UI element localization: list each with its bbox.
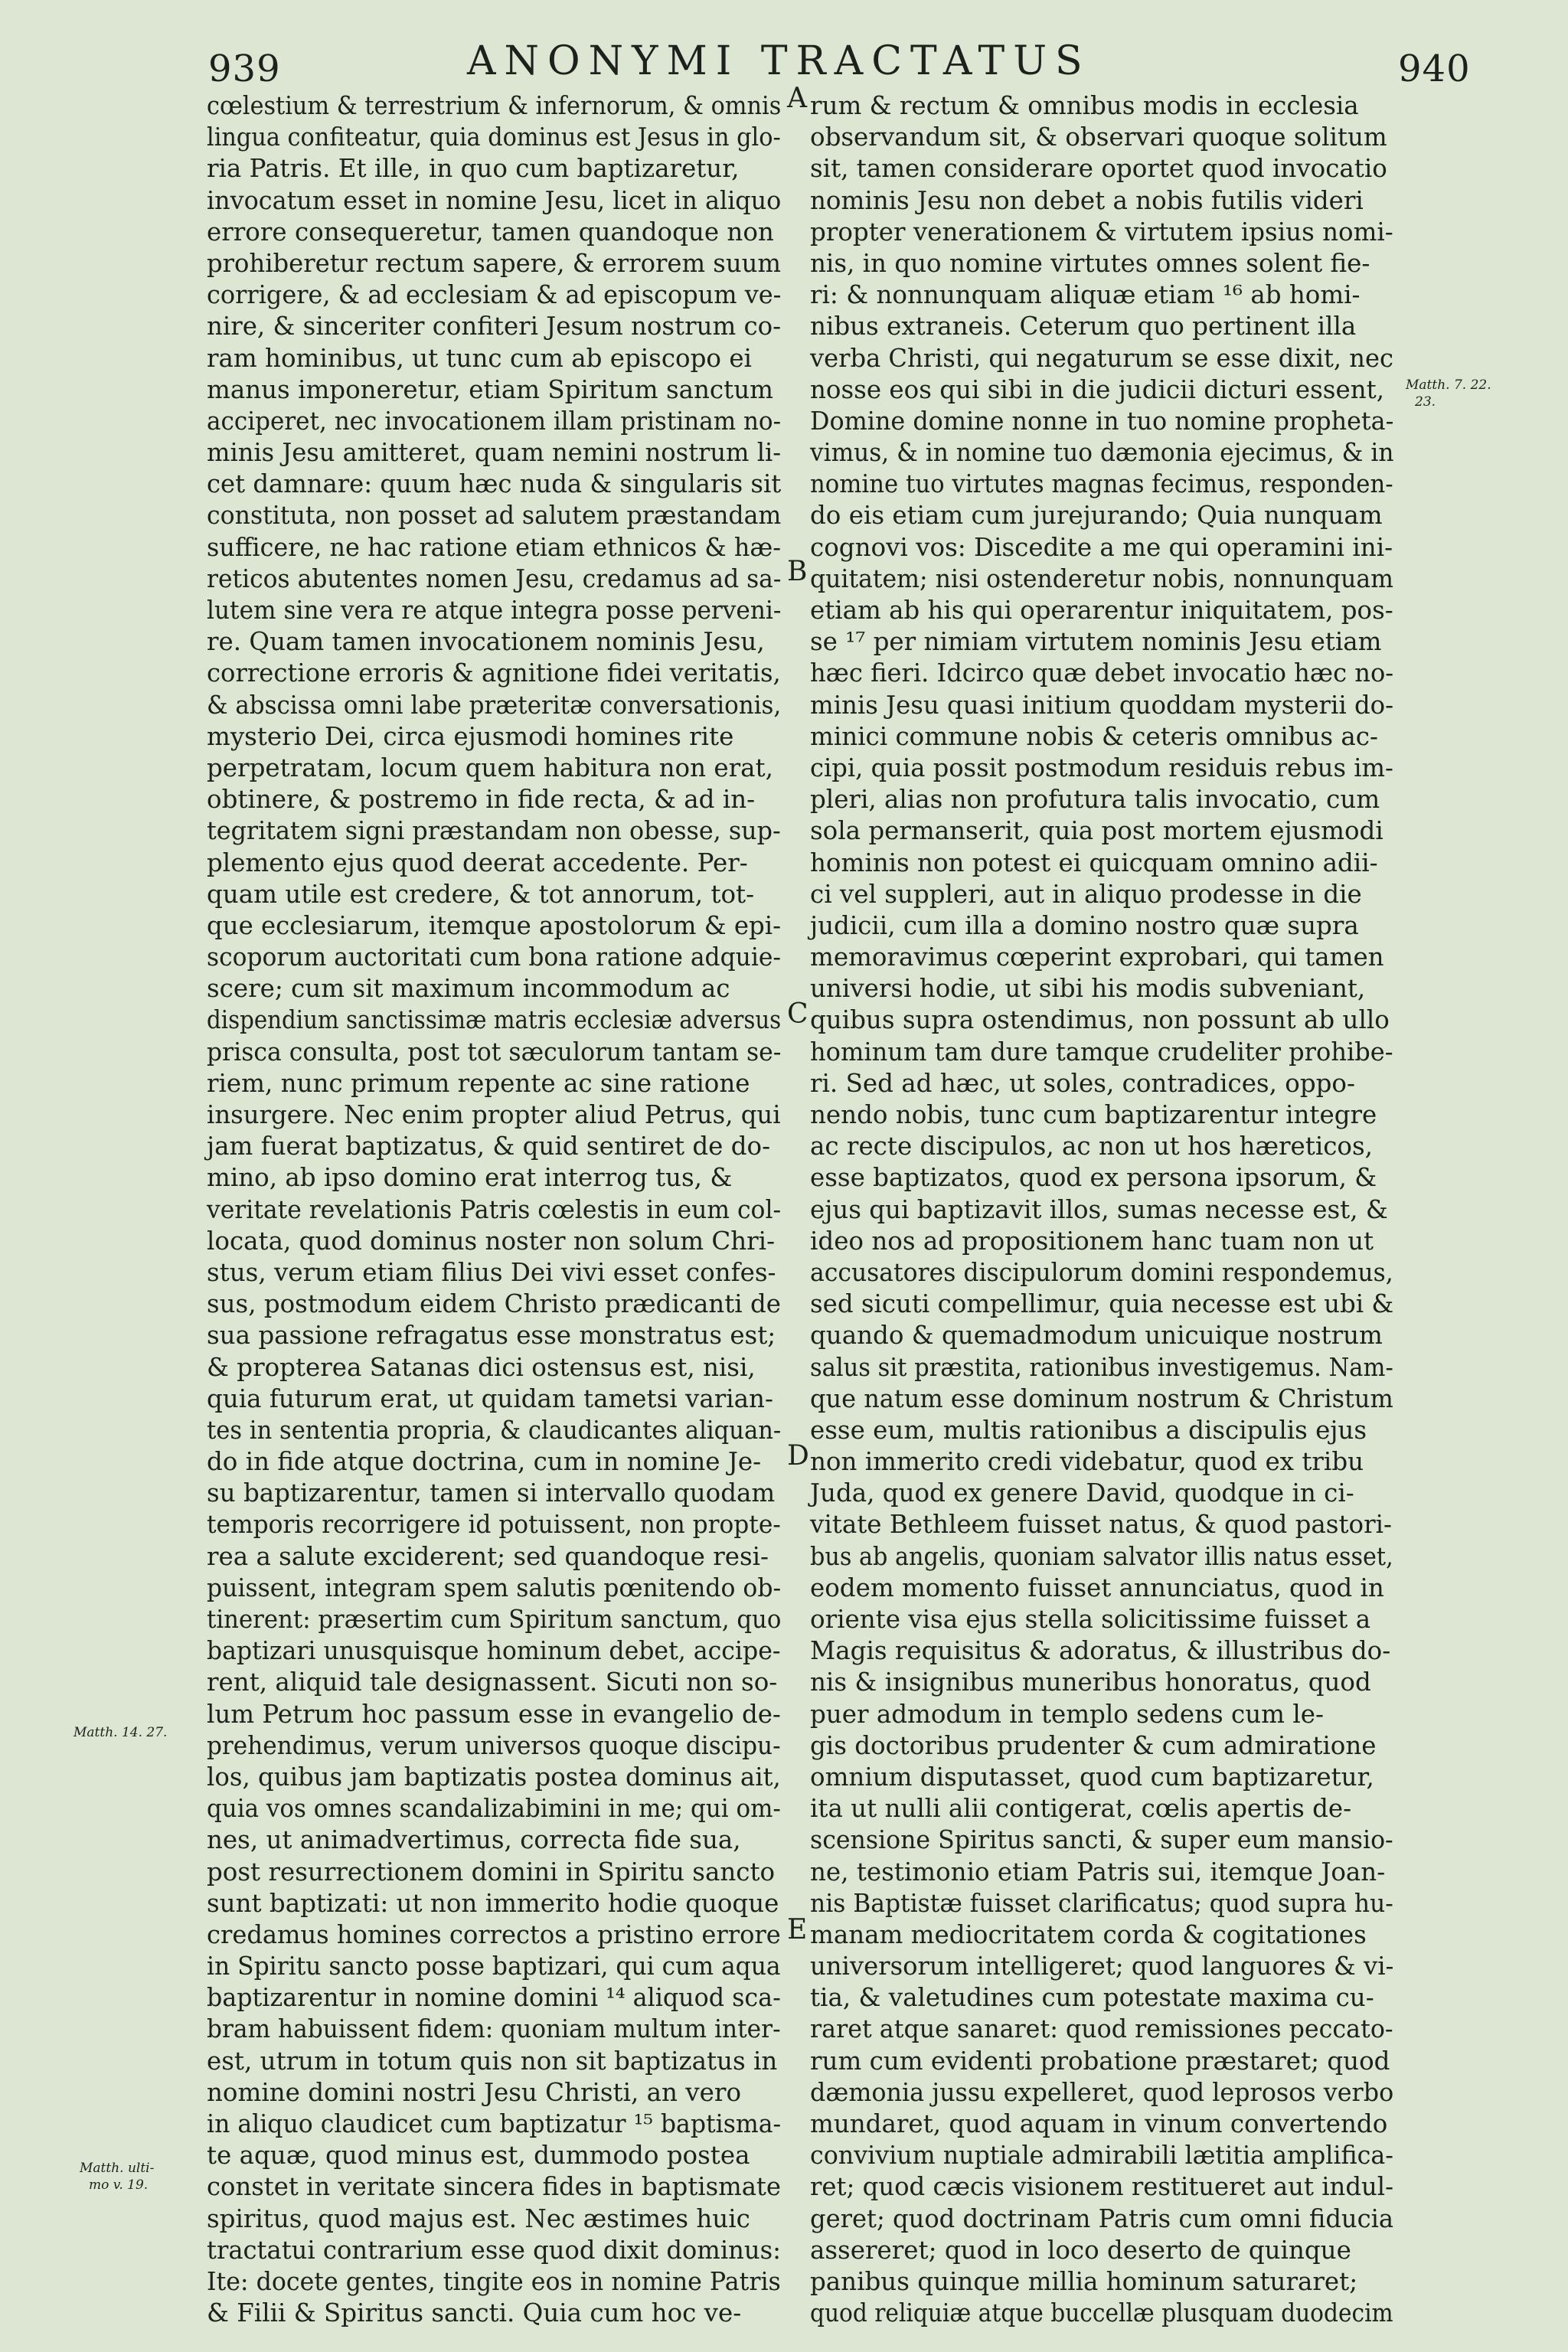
text-line: ci vel suppleri, aut in aliquo prodesse in die [810,879,1362,909]
section-marker-d: D [787,1440,809,1472]
text-line: se ¹⁷ per nimiam virtutem nominis Jesu etiam [810,627,1382,657]
text-line: verba Christi, qui negaturum se esse dixit, nec [810,343,1393,373]
text-line: nominis Jesu non debet a nobis futilis videri [810,185,1364,215]
text-line: oriente visa ejus stella solicitissime fuisset a [810,1605,1371,1634]
text-line: quam utile est credere, & tot annorum, tot- [207,879,755,909]
text-line: esse eum, multis rationibus a discipulis ejus [810,1415,1367,1445]
text-line: lutem sine vera re atque integra posse perveni- [207,596,782,625]
text-line: universi hodie, ut sibi his modis subveniant, [810,974,1366,1004]
text-line: invocatum esset in nomine Jesu, licet in aliquo [207,185,782,215]
text-line: eodem momento fuisset annunciatus, quod in [810,1573,1384,1602]
text-line: jam fuerat baptizatus, & quid sentiret de do- [207,1132,771,1161]
text-line: nomine tuo virtutes magnas fecimus, responden- [810,469,1393,499]
text-line: nomine domini nostri Jesu Christi, an vero [207,2077,742,2107]
text-line: prohiberetur rectum sapere, & errorem suum [207,248,781,278]
text-line: tia, & valetudines cum potestate maxima cu- [810,1983,1374,2013]
text-line: te aquæ, quod minus est, dummodo postea [207,2141,750,2171]
text-line: sit, tamen considerare oportet quod invocatio [810,154,1387,184]
text-line: tinerent: præsertim cum Spiritum sanctum, quo [207,1605,782,1634]
text-line: nire, & sinceriter confiteri Jesum nostrum co- [207,312,782,341]
text-line: universorum intelligeret; quod languores & vi- [810,1952,1394,1981]
text-line: tes in sententia propria, & claudicantes aliquan- [207,1415,782,1445]
text-line: convivium nuptiale admirabili lætitia amplifica- [810,2141,1393,2171]
text-line: minici commune nobis & ceteris omnibus ac- [810,721,1378,751]
section-marker-e: E [787,1914,808,1945]
text-line: hæc fieri. Idcirco quæ debet invocatio hæc no- [810,658,1394,688]
text-line: correctione erroris & agnitione fidei veritatis, [207,658,781,688]
text-line: & Filii & Spiritus sancti. Quia cum hoc ve- [207,2298,742,2328]
text-line: & abscissa omni labe præteritæ conversationis, [207,690,782,720]
text-line: veritate revelationis Patris cœlestis in eum col- [207,1194,782,1224]
text-line: accusatores discipulorum domini respondemus, [810,1257,1393,1287]
text-line: gis doctoribus prudenter & cum admiratione [810,1730,1377,1760]
text-line: dispendium sanctissimæ matris ecclesiæ adversus [207,1005,782,1035]
text-line: reticos abutentes nomen Jesu, credamus ad sa- [207,564,782,593]
text-line: acciperet, nec invocationem illam pristinam no- [207,406,782,436]
text-line: nis & insignibus muneribus honoratus, quod [810,1668,1371,1697]
text-line: assereret; quod in loco deserto de quinque [810,2235,1351,2265]
text-line: est, utrum in totum quis non sit baptizatus in [207,2046,778,2076]
text-line: bram habuissent fidem: quoniam multum inter- [207,2014,781,2044]
margin-note-matth-ultimo: Matth. ulti- mo v. 19. [80,2161,155,2193]
text-line: lum Petrum hoc passum esse in evangelio de- [207,1699,781,1729]
text-line: minis Jesu amitteret, quam nemini nostrum li- [207,438,782,468]
text-line: Juda, quod ex genere David, quodque in ci- [810,1478,1354,1508]
text-line: geret; quod doctrinam Patris cum omni fiducia [810,2203,1394,2233]
text-line: tractatui contrarium esse quod dixit dominus: [207,2235,781,2265]
text-line: scoporum auctoritati cum bona ratione adquie- [207,942,781,972]
text-line: rum cum evidenti probatione præstaret; quod [810,2046,1390,2076]
left-text-column [207,90,781,2329]
text-line: baptizari unusquisque hominum debet, accipe- [207,1636,781,1666]
text-line: scensione Spiritus sancti, & super eum mansio- [810,1825,1393,1855]
text-line: rent, aliquid tale designassent. Sicuti non so- [207,1668,778,1697]
text-line: sus, postmodum eidem Christo prædicanti de [207,1289,781,1319]
text-line: manam mediocritatem corda & cogitationes [810,1919,1367,1949]
text-line: ram hominibus, ut tunc cum ab episcopo ei [207,343,752,373]
text-line: ri. Sed ad hæc, ut soles, contradices, oppo- [810,1068,1355,1098]
text-line: propter venerationem & virtutem ipsius nomi- [810,217,1393,247]
text-line: quando & quemadmodum unicuique nostrum [810,1321,1383,1351]
text-line: sed sicuti compellimur, quia necesse est ubi & [810,1289,1394,1319]
text-line: non immerito credi videbatur, quod ex tribu [810,1447,1364,1477]
text-line: post resurrectionem domini in Spiritu sancto [207,1857,776,1886]
text-line: riem, nunc primum repente ac sine ratione [207,1068,750,1098]
text-line: do eis etiam cum jurejurando; Quia nunquam [810,501,1383,531]
text-line: sunt baptizati: ut non immerito hodie quoque [207,1888,779,1918]
text-line: plemento ejus quod deerat accedente. Per- [207,848,748,877]
text-line: rum & rectum & omnibus modis in ecclesia [810,91,1359,120]
text-line: bus ab angelis, quoniam salvator illis natus esset, [810,1541,1393,1571]
text-line: temporis recorrigere id potuissent, non propte- [207,1510,781,1540]
text-line: rea a salute exciderent; sed quandoque resi- [207,1541,769,1571]
text-line: Magis requisitus & adoratus, & illustribus do- [810,1636,1391,1666]
text-line: scere; cum sit maximum incommodum ac [207,974,730,1004]
text-line: perpetratam, locum quem habitura non erat, [207,753,773,782]
text-line: puer admodum in templo sedens cum le- [810,1699,1324,1729]
text-line: cet damnare: quum hæc nuda & singularis sit [207,469,782,499]
text-line: do in fide atque doctrina, cum in nomine Je- [207,1447,762,1477]
text-line: ret; quod cæcis visionem restitueret aut indul- [810,2172,1394,2202]
text-line: mino, ab ipso domino erat interrog tus, & [207,1163,733,1193]
text-line: salus sit præstita, rationibus investigemus. Nam- [810,1352,1393,1382]
text-line: quibus supra ostendimus, non possunt ab ullo [810,1005,1390,1035]
text-line: errore consequeretur, tamen quandoque non [207,217,774,247]
text-line: minis Jesu quasi initium quoddam mysterii do- [810,690,1394,720]
text-line: insurgere. Nec enim propter aliud Petrus, qui [207,1100,781,1129]
text-line: constet in veritate sincera fides in baptismate [207,2172,781,2202]
text-line: su baptizarentur, tamen si intervallo quodam [207,1478,776,1508]
text-line: sua passione refragatus esse monstratus est; [207,1321,776,1351]
text-line: corrigere, & ad ecclesiam & ad episcopum ve- [207,280,782,310]
text-line: sufficere, ne hac ratione etiam ethnicos & hæ- [207,532,781,562]
text-line: quia vos omnes scandalizabimini in me; qui om- [207,1794,781,1824]
text-line: judicii, cum illa a domino nostro quæ supra [810,910,1359,940]
text-line: spiritus, quod majus est. Nec æstimes huic [207,2203,750,2233]
text-line: observandum sit, & observari quoque solitum [810,122,1387,152]
text-line: dæmonia jussu expelleret, quod leprosos verbo [810,2077,1394,2107]
text-line: ne, testimonio etiam Patris sui, itemque Joan- [810,1857,1386,1886]
text-line: que ecclesiarum, itemque apostolorum & epi- [207,910,782,940]
text-line: nendo nobis, tunc cum baptizarentur integre [810,1100,1377,1129]
text-line: pleri, alias non profutura talis invocatio, cum [810,785,1380,815]
section-marker-b: B [787,556,808,587]
text-line: etiam ab his qui operarentur iniquitatem, pos- [810,596,1393,625]
text-line: mundaret, quod aquam in vinum convertendo [810,2109,1388,2138]
section-marker-c: C [787,998,808,1030]
text-line: re. Quam tamen invocationem nominis Jesu, [207,627,765,657]
text-line: sola permanserit, quia post mortem ejusmodi [810,816,1383,846]
text-line: cœlestium & terrestrium & infernorum, & omnis [207,91,782,120]
text-line: esse baptizatos, quod ex persona ipsorum, & [810,1163,1377,1193]
margin-note-matth-7: Matth. 7. 22. 23. [1406,377,1491,410]
text-line: ejus qui baptizavit illos, sumas necesse est, & [810,1194,1388,1224]
text-line: hominum tam dure tamque crudeliter prohibe- [810,1037,1393,1067]
right-text-column [810,90,1393,2329]
text-line: obtinere, & postremo in fide recta, & ad in- [207,785,756,815]
running-title: ANONYMI TRACTATUS [467,38,1091,84]
text-line: constituta, non posset ad salutem præstandam [207,501,782,531]
text-line: nis Baptistæ fuisset clarificatus; quod supra hu- [810,1888,1393,1918]
text-line: memoravimus cœperint exprobari, qui tamen [810,942,1384,972]
text-line: omnium disputasset, quod cum baptizaretur, [810,1762,1374,1792]
text-line: ac recte discipulos, ac non ut hos hæreticos, [810,1132,1373,1161]
text-line: raret atque sanaret: quod remissiones peccato- [810,2014,1393,2044]
page-number-right: 940 [1398,47,1471,90]
text-line: panibus quinque millia hominum saturaret; [810,2266,1358,2296]
margin-note-matth-14: Matth. 14. 27. [74,1725,168,1740]
text-line: ria Patris. Et ille, in quo cum baptizaretur, [207,154,740,184]
page-number-left: 939 [208,47,281,90]
text-line: prehendimus, verum universos quoque discipu- [207,1730,781,1760]
text-line: nis, in quo nomine virtutes omnes solent fie- [810,248,1370,278]
text-line: credamus homines correctos a pristino errore [207,1919,781,1949]
text-line: manus imponeretur, etiam Spiritum sanctum [207,374,773,404]
text-line: puissent, integram spem salutis pœnitendo ob- [207,1573,782,1602]
text-line: los, quibus jam baptizatis postea dominus ait, [207,1762,781,1792]
text-line: hominis non potest ei quicquam omnino adii- [810,848,1378,877]
text-line: baptizarentur in nomine domini ¹⁴ aliquod sca- [207,1983,781,2013]
text-line: ri: & nonnunquam aliquæ etiam ¹⁶ ab homi- [810,280,1361,310]
text-line: cognovi vos: Discedite a me qui operamini ini- [810,532,1393,562]
text-line: Ite: docete gentes, tingite eos in nomine Patris [207,2266,781,2296]
text-line: cipi, quia possit postmodum residuis rebus im- [810,753,1393,782]
text-line: quitatem; nisi ostenderetur nobis, nonnunquam [810,564,1394,593]
text-line: quod reliquiæ atque buccellæ plusquam duodecim [810,2298,1393,2328]
text-line: vitate Bethleem fuisset natus, & quod pastori- [810,1510,1393,1540]
text-line: ideo nos ad propositionem hanc tuam non ut [810,1226,1374,1256]
text-line: locata, quod dominus noster non solum Chri- [207,1226,776,1256]
text-line: stus, verum etiam filius Dei vivi esset confes- [207,1257,776,1287]
text-line: & propterea Satanas dici ostensus est, nisi, [207,1352,756,1382]
text-line: nibus extraneis. Ceterum quo pertinent illa [810,312,1357,341]
text-line: lingua confiteatur, quia dominus est Jesus in glo- [207,122,781,152]
text-line: que natum esse dominum nostrum & Christum [810,1383,1393,1413]
text-line: nosse eos qui sibi in die judicii dicturi essent, [810,374,1385,404]
section-marker-a: A [787,83,807,114]
text-line: ita ut nulli alii contigerat, cœlis apertis de- [810,1794,1352,1824]
text-line: nes, ut animadvertimus, correcta fide sua, [207,1825,741,1855]
text-line: vimus, & in nomine tuo dæmonia ejecimus, & in [810,438,1394,468]
text-line: tegritatem signi præstandam non obesse, sup- [207,816,781,846]
text-line: in Spiritu sancto posse baptizari, qui cum aqua [207,1952,781,1981]
text-line: Domine domine nonne in tuo nomine propheta- [810,406,1394,436]
text-line: quia futurum erat, ut quidam tametsi varian- [207,1383,773,1413]
text-line: in aliquo claudicet cum baptizatur ¹⁵ baptisma- [207,2109,782,2138]
text-line: prisca consulta, post tot sæculorum tantam se- [207,1037,782,1067]
text-line: mysterio Dei, circa ejusmodi homines rite [207,721,734,751]
